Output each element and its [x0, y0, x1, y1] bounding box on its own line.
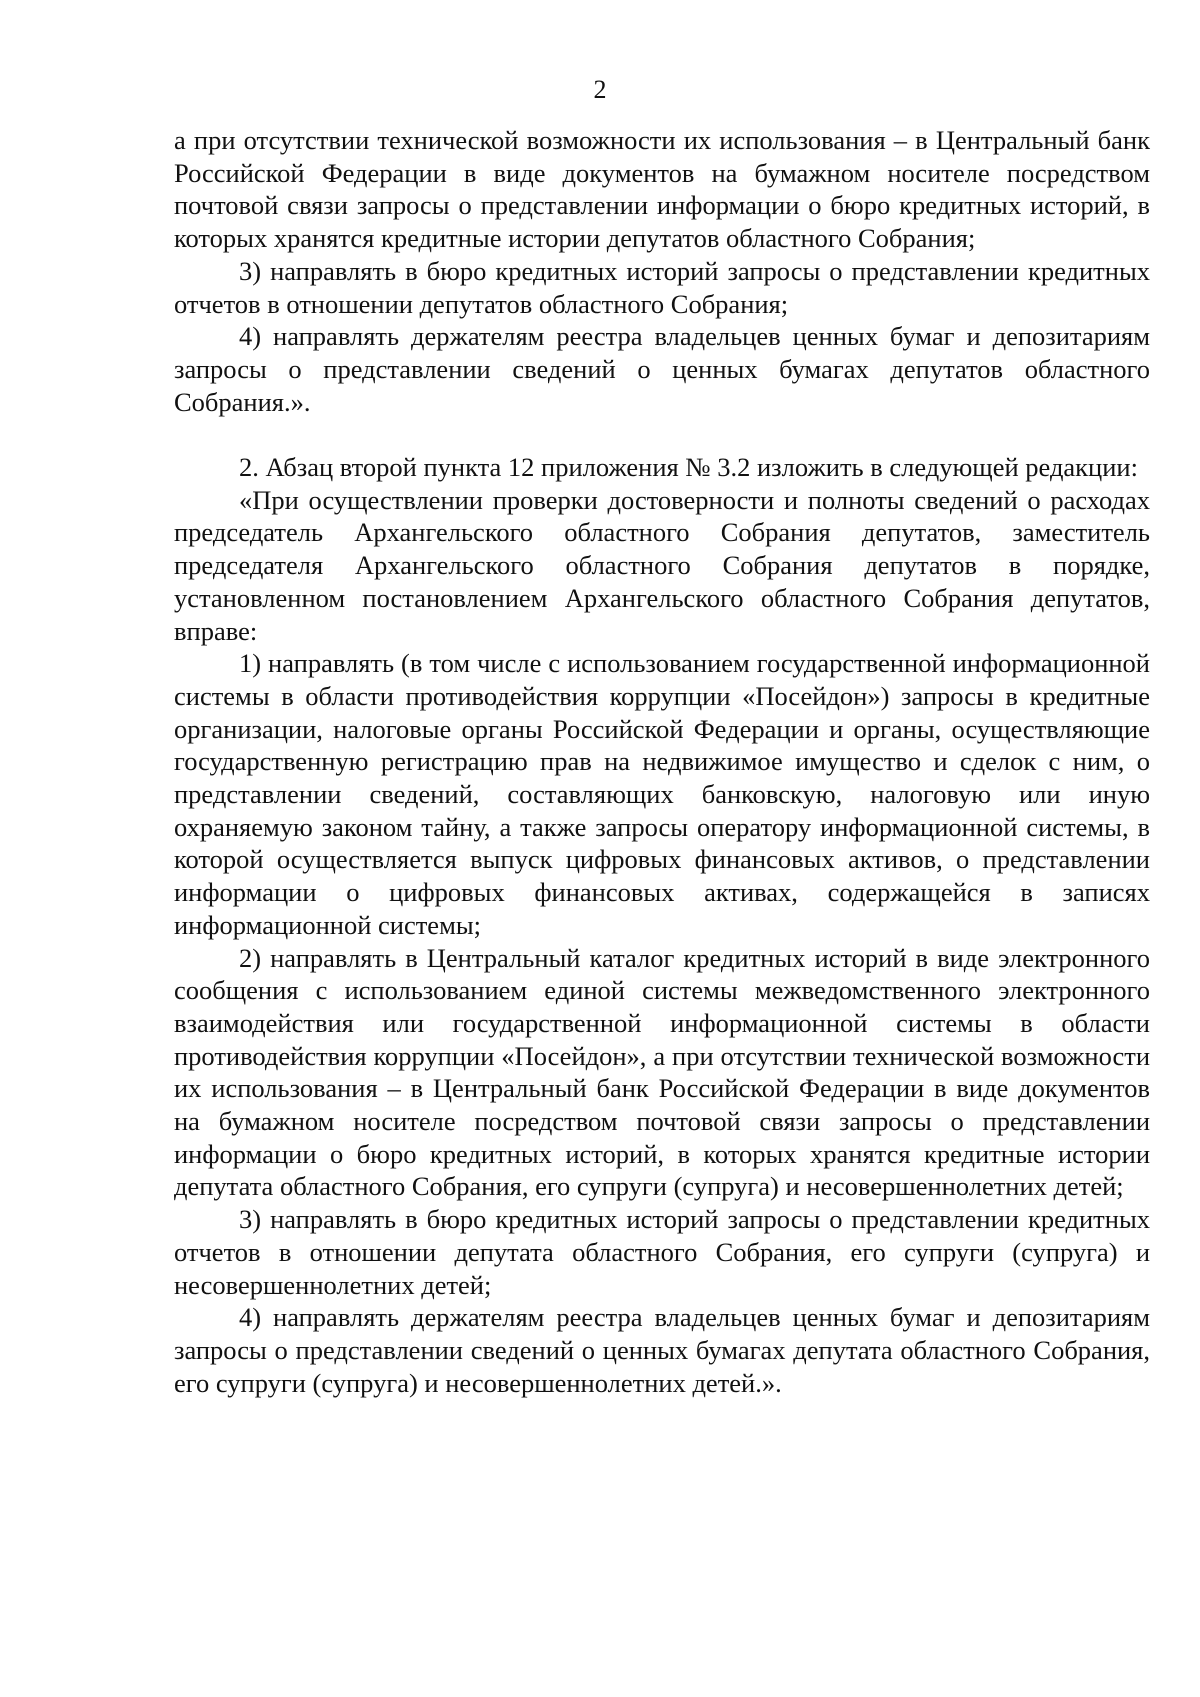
paragraph-spacer: [174, 418, 1150, 451]
paragraph-quoted-item-2: 2) направлять в Центральный каталог кредитных историй в виде электронного сообщения с использованием единой системы межведомственного электронного взаимодействия или государственной информационной системы в области противодействия коррупции «Посейдон», а при отсутствии технической возможности их использования – в Центральный банк Российской Федерации в виде документов на бумажном носителе посредством почтовой связи запросы о представлении информации о бюро кредитных историй, в которых хранятся кредитные истории депутата областного Собрания, его супруги (супруга) и несовершеннолетних детей;: [174, 942, 1150, 1202]
page-number: 2: [593, 75, 607, 104]
paragraph-quoted-intro: «При осуществлении проверки достоверности и полноты сведений о расходах председатель Архангельского областного Собрания депутатов, заместитель председателя Архангельского областного Собрания депутатов в порядке, установленном постановлением Архангельского областного Собрания депутатов, вправе:: [174, 484, 1150, 646]
paragraph-item-4: 4) направлять держателям реестра владельцев ценных бумаг и депозитариям запросы о представлении сведений о ценных бумагах депутатов областного Собрания.».: [174, 321, 1150, 417]
paragraph-continuation: а при отсутствии технической возможности их использования – в Центральный банк Российской Федерации в виде документов на бумажном носителе посредством почтовой связи запросы о представлении информации о бюро кредитных историй, в которых хранятся кредитные истории депутатов областного Собрания;: [174, 125, 1150, 254]
paragraph-quoted-item-3: 3) направлять в бюро кредитных историй запросы о представлении кредитных отчетов в отношении депутата областного Собрания, его супруги (супруга) и несовершеннолетних детей;: [174, 1204, 1150, 1300]
paragraph-quoted-item-4: 4) направлять держателям реестра владельцев ценных бумаг и депозитариям запросы о представлении сведений о ценных бумагах депутата областного Собрания, его супруги (супруга) и несовершеннолетних детей.».: [174, 1302, 1150, 1398]
document-body: [174, 124, 1150, 1399]
paragraph-amendment-2: 2. Абзац второй пункта 12 приложения № 3.2 изложить в следующей редакции:: [239, 452, 1138, 483]
paragraph-item-3: 3) направлять в бюро кредитных историй запросы о представлении кредитных отчетов в отношении депутатов областного Собрания;: [174, 255, 1150, 319]
paragraph-quoted-item-1: 1) направлять (в том числе с использованием государственной информационной системы в области противодействия коррупции «Посейдон») запросы в кредитные организации, налоговые органы Российской Федерации и органы, осуществляющие государственную регистрацию прав на недвижимое имущество и сделок с ним, о представлении сведений, составляющих банковскую, налоговую или иную охраняемую законом тайну, а также запросы оператору информационной системы, в которой осуществляется выпуск цифровых финансовых активов, о представлении информации о цифровых финансовых активах, содержащейся в записях информационной системы;: [174, 648, 1150, 940]
